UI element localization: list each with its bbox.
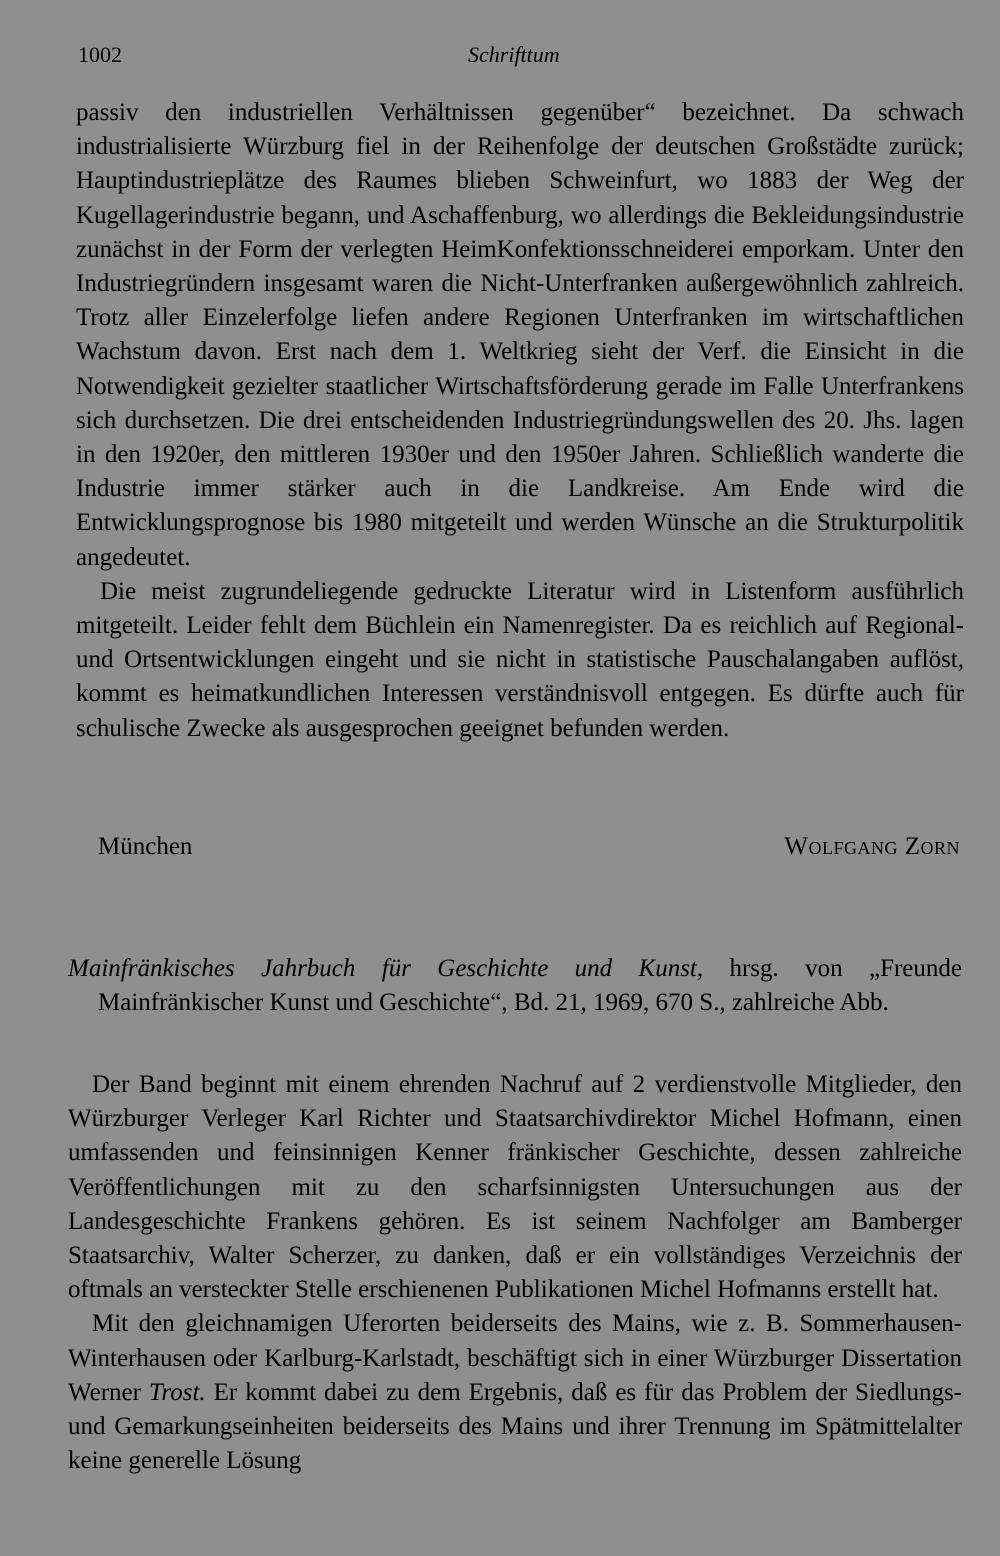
citation-details: hrsg. von „Freunde Mainfränkischer Kunst und Geschichte“, Bd. 21, 1969, 670 S., zahlreiche Abb.: [98, 955, 962, 1017]
author-name-trost: Trost.: [148, 1378, 206, 1406]
paragraph-text-end: Er kommt dabei zu dem Ergebnis, daß es für das Problem der Siedlungs- und Gemarkungseinheiten beiderseits des Mains und ihrer Trennung im Spätmittelalter keine generelle Lösung: [68, 1378, 963, 1475]
bibliographic-citation: [68, 952, 962, 1020]
signature-author: Wolfgang Zorn: [784, 833, 960, 860]
page-number: 1002: [78, 42, 122, 67]
review-zorn-paragraph-2: Die meist zugrundeliegende gedruckte Literatur wird in Listenform ausführlich mitgeteilt. Leider fehlt dem Büchlein ein Namenregister. Da es reichlich auf Regional- und Ortsentwicklungen eingeht und sie nicht in statistische Pauschalangaben auflöst, kommt es heimatkundlichen Interessen verständnisvoll entgegen. Es dürfte auch für schulische Zwecke als ausgesprochen geeignet befunden werden.: [76, 577, 964, 742]
signature-place: München: [98, 833, 193, 860]
review-zorn-text: [76, 96, 964, 746]
review-jahrbuch-paragraph-1: Der Band beginnt mit einem ehrenden Nachruf auf 2 verdienstvolle Mitglieder, den Würzburger Verleger Karl Richter und Staatsarchivdirektor Michel Hofmann, einen umfassenden und feinsinnigen Kenner fränkischer Geschichte, dessen zahlreiche Veröffentlichungen mit zu den scharfsinnigsten Untersuchungen aus der Landesgeschichte Frankens gehören. Es ist seinem Nachfolger am Bamberger Staatsarchiv, Walter Scherzer, zu danken, daß er ein vollständiges Verzeichnis der oftmals an versteckter Stelle erschienenen Publikationen Michel Hofmanns erstellt hat.: [68, 1071, 962, 1304]
running-head: Schrifttum: [468, 42, 560, 67]
review-signature: [98, 833, 960, 869]
review-zorn-paragraph-1: passiv den industriellen Verhältnissen gegenüber“ bezeichnet. Da schwach industrialisierte Würzburg fiel in der Reihenfolge der deutschen Großstädte zurück; Hauptindustrieplätze des Raumes blieben Schweinfurt, wo 1883 der Weg der Kugellagerindustrie begann, und Aschaffenburg, wo allerdings die Bekleidungsindustrie zunächst in der Form der verlegten HeimKonfektionsschneiderei emporkam. Unter den Industriegründern insgesamt waren die Nicht-Unterfranken außergewöhnlich zahlreich. Trotz aller Einzelerfolge liefen andere Regionen Unterfranken im wirtschaftlichen Wachstum davon. Erst nach dem 1. Weltkrieg sieht der Verf. die Einsicht in die Notwendigkeit gezielter staatlicher Wirtschaftsförderung gerade im Falle Unterfrankens sich durchsetzen. Die drei entscheidenden Industriegründungswellen des 20. Jhs. lagen in den 1920er, den mittleren 1930er und den 1950er Jahren. Schließlich wanderte die Industrie immer stärker auch in die Landkreise. Am Ende wird die Entwicklungsprognose bis 1980 mitgeteilt und werden Wünsche an die Strukturpolitik angedeutet.: [76, 99, 964, 571]
page-header: [78, 42, 968, 72]
review-jahrbuch-text: [68, 1068, 962, 1478]
review-jahrbuch-paragraph-2: [68, 1307, 962, 1478]
paragraph-text-start: Mit den gleichnamigen Uferorten beiderseits des Mains, wie z. B. Sommerhausen-Winterhausen oder Karlburg-Karlstadt, beschäftigt sich in einer Würzburger Dissertation Werner: [68, 1310, 962, 1406]
citation-title: Mainfränkisches Jahrbuch für Geschichte und Kunst,: [68, 955, 704, 982]
